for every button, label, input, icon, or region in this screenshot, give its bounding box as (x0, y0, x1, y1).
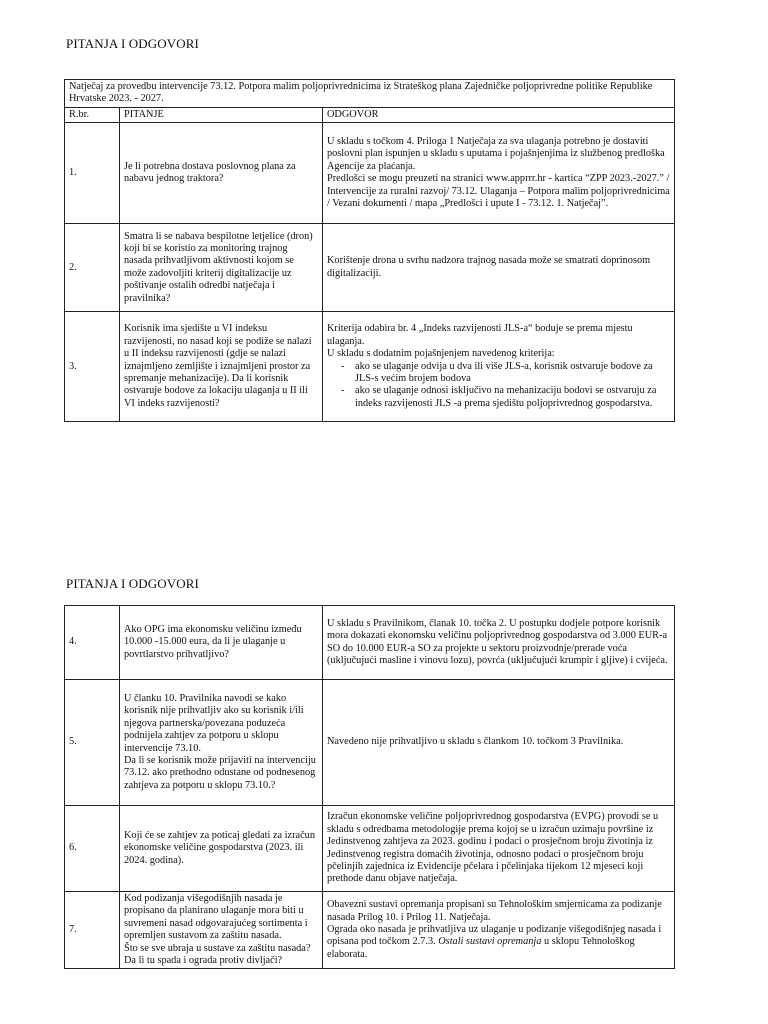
answer-paragraph: U skladu s dodatnim pojašnjenjem navedenog kriterija: (327, 348, 555, 360)
table-header-row (65, 107, 675, 122)
answer-cell (323, 123, 675, 224)
answer-cell (323, 312, 675, 422)
answer-emphasis: Ostali sustavi opremanja (438, 936, 542, 948)
answer-paragraph: Predlošci se mogu preuzeti na stranici www.apprrr.hr - kartica “ZPP 2023.-2027.” / Intervencije za ruralni razvoj/ 73.12. Ulaganja – Potpora malim poljoprivrednicima / Vezani dokumenti / mapa „Predlošci i upute I - 73.12. 1. Natječaj”. (327, 173, 670, 210)
answer-text: Ograda oko nasada je prihvatljiva uz ulaganje u podizanje višegodišnjeg nasada i opisana pod točkom 2.7.3. (327, 924, 662, 948)
question-paragraph: Da li se korisnik može prijaviti na intervenciju 73.12. ako prethodno odustane od podnesenog zahtjeva za potporu u sklopu 73.10.? (124, 754, 316, 791)
question-cell: Korisnik ima sjedište u VI indeksu razvijenosti, no nasad koji se podiže se nalazi u II indeksu razvijenosti (gdje se nalazi iznajmljeno zemljište i iznajmljeni prostor za spremanje mehanizacije). Da li korisnik ostvaruje bodove za lokaciju ulaganja u II ili VI indeks razvijenosti? (120, 312, 323, 422)
page-heading: PITANJA I ODGOVORI (66, 576, 199, 591)
row-number: 6. (65, 806, 120, 892)
row-number: 1. (65, 123, 120, 224)
question-paragraph: Što se sve ubraja u sustave za zaštitu nasada? Da li tu spada i ograda protiv divljači? (124, 942, 311, 967)
table-row (65, 680, 675, 806)
question-paragraph: Kod podizanja višegodišnjih nasada je propisano da planirano ulaganje mora biti u suvremeni nasad odgovarajućeg sortimenta i opremljen sustavom za zaštitu nasada. (124, 893, 308, 942)
answer-cell: Izračun ekonomske veličine poljoprivrednog gospodarstva (EVPG) provodi se u skladu s odredbama metodologije prema kojoj se u izračun uzimaju površine iz Jedinstvenog zahtjeva za 2023. godinu i podaci o prosječnom broju životinja iz Jedinstvenog registra domaćih životinja, odnosno podaci o prosječnom broju pčelinjih zajednica iz Evidencije pčelara i pčelinjaka tijekom 12 mjeseci koji prethode danu objave natječaja. (323, 806, 675, 892)
table-title: Natječaj za provedbu intervencije 73.12. Potpora malim poljoprivrednicima iz Strateškog plana Zajedničke poljoprivredne politike Republike Hrvatske 2023. - 2027. (65, 80, 675, 108)
answer-paragraph: Kriterija odabira br. 4 „Indeks razvijenosti JLS-a“ boduje se prema mjestu ulaganja. (327, 323, 633, 347)
page-heading: PITANJA I ODGOVORI (66, 36, 199, 51)
answer-paragraph: Obavezni sustavi opremanja propisani su Tehnološkim smjernicama za podizanje nasada Prilog 10. i Prilog 11. Natječaja. (327, 899, 662, 923)
table-row (65, 806, 675, 892)
answer-cell: Navedeno nije prihvatljivo u skladu s člankom 10. točkom 3 Pravilnika. (323, 680, 675, 806)
answer-paragraph (327, 924, 670, 961)
row-number: 3. (65, 312, 120, 422)
row-number: 4. (65, 606, 120, 680)
question-cell: Koji će se zahtjev za poticaj gledati za izračun ekonomske veličine gospodarstva (2023. ili 2024. godina). (120, 806, 323, 892)
table-row (65, 312, 675, 422)
table-row (65, 892, 675, 969)
table-row (65, 606, 675, 680)
table-row (65, 224, 675, 312)
list-item: - ako se ulaganje odnosi isključivo na mehanizaciju bodovi se ostvaruju za indeks razvijenosti JLS -a prema sjedištu poljoprivrednog gospodarstva. (355, 385, 670, 410)
answer-cell: U skladu s Pravilnikom, članak 10. točka 2. U postupku dodjele potpore korisnik mora dokazati ekonomsku veličinu poljoprivrednog gospodarstva od 3.000 EUR-a SO do 10.000 EUR-a SO za projekte u sektoru proizvodnje/prerade voća (uključujući masline i vinovu lozu), povrća (uključujući krumpir i gljive) i cvijeća. (323, 606, 675, 680)
answer-text: u sklopu Tehnološkog elaborata. (327, 936, 635, 960)
question-cell (120, 680, 323, 806)
question-cell: Ako OPG ima ekonomsku veličinu između 10.000 -15.000 eura, da li je ulaganje u povrtlarstvo prihvatljivo? (120, 606, 323, 680)
question-paragraph: U članku 10. Pravilnika navodi se kako korisnik nije prihvatljiv ako su korisnik i/ili njegova partnerska/povezana poduzeća podnijela zahtjev za potporu u sklopu intervencije 73.10. (124, 692, 304, 754)
answer-cell: Korištenje drona u svrhu nadzora trajnog nasada može se smatrati doprinosom digitalizaciji. (323, 224, 675, 312)
answer-cell (323, 892, 675, 969)
answer-paragraph: U skladu s točkom 4. Priloga 1 Natječaja za sva ulaganja potrebno je dostaviti poslovni plan ispunjen u skladu s uputama i pojašnjenjima iz službenog predloška Agencije za plaćanja. (327, 136, 665, 172)
question-cell: Je li potrebna dostava poslovnog plana za nabavu jednog traktora? (120, 123, 323, 224)
qa-table (64, 605, 675, 969)
column-header-number: R.br. (65, 107, 120, 122)
question-cell (120, 892, 323, 969)
row-number: 7. (65, 892, 120, 969)
row-number: 5. (65, 680, 120, 806)
list-item: - ako se ulaganje odvija u dva ili više JLS-a, korisnik ostvaruje bodove za JLS-s većim brojem bodova (355, 361, 670, 386)
row-number: 2. (65, 224, 120, 312)
table-row (65, 123, 675, 224)
column-header-question: PITANJE (120, 107, 323, 122)
column-header-answer: ODGOVOR (323, 107, 675, 122)
table-title-row (65, 80, 675, 108)
qa-table (64, 79, 675, 422)
answer-list (327, 361, 670, 411)
question-cell: Smatra li se nabava bespilotne letjelice (dron) koji bi se koristio za monitoring trajnog nasada prihvatljivom aktivnosti kojom se može zadovoljiti kriterij digitalizacije uz poštivanje ostalih odredbi natječaja i pravilnika? (120, 224, 323, 312)
